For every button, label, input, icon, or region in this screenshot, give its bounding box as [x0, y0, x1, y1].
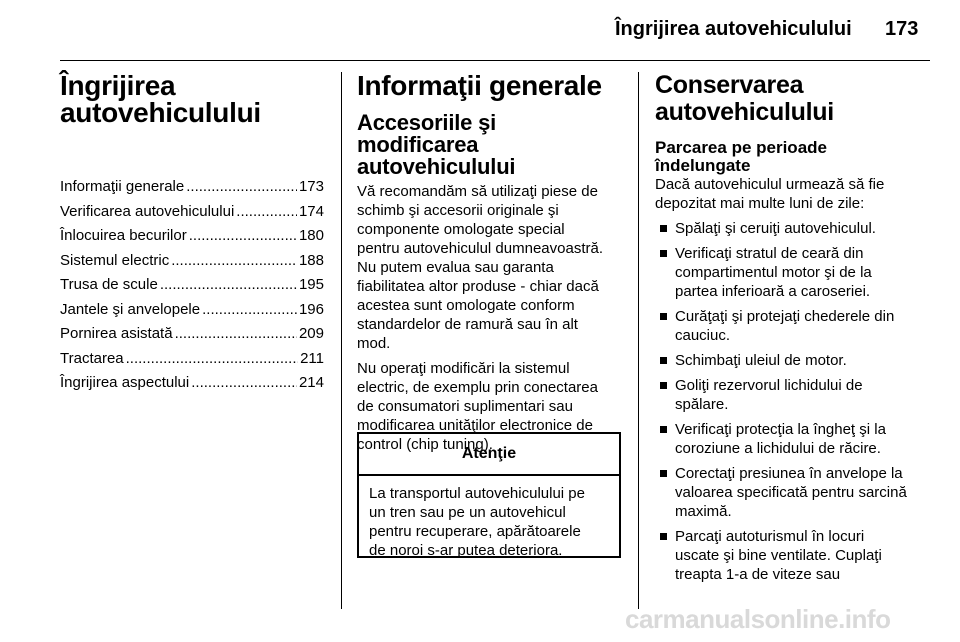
list-item — [655, 307, 925, 345]
toc-label: Trusa de scule — [60, 276, 158, 293]
toc-leader-dots — [171, 249, 297, 274]
text-line: mod. — [357, 335, 391, 352]
square-bullet-icon — [660, 357, 667, 364]
warning-text — [359, 476, 619, 560]
text-line: valoarea specificată pentru sarcină — [675, 484, 907, 501]
toc-entry[interactable] — [60, 175, 324, 200]
chapter-title — [60, 72, 324, 126]
column-divider-right — [638, 72, 639, 609]
text-line: Corectaţi presiunea în anvelope la — [675, 465, 903, 482]
toc-page: 180 — [298, 227, 324, 244]
toc-entry[interactable] — [60, 371, 324, 396]
text-line: La transportul autovehiculului pe — [369, 485, 585, 502]
text-line: Schimbaţi uleiul de motor. — [675, 352, 847, 369]
running-header-title: Îngrijirea autovehiculului — [615, 18, 852, 40]
text-line: cauciuc. — [675, 327, 731, 344]
toc-page: 211 — [300, 349, 324, 367]
text-line: componente omologate special — [357, 221, 565, 238]
text-line: de consumatori suplimentari sau — [357, 398, 573, 415]
text-line: Verificaţi protecţia la îngheţ şi la — [675, 421, 886, 438]
subsection-title-line: Accesoriile şi modificarea — [357, 110, 497, 157]
list-item — [655, 464, 925, 521]
toc-leader-dots — [186, 175, 297, 200]
toc-leader-dots — [202, 298, 297, 323]
list-item — [655, 527, 925, 584]
text-line: schimb şi accesorii originale şi — [357, 202, 559, 219]
toc-label: Pornirea asistată — [60, 325, 173, 342]
subsection-title — [655, 139, 925, 175]
toc-page: 214 — [298, 374, 324, 391]
text-line: treapta 1-a de viteze sau — [675, 566, 841, 583]
right-column — [655, 72, 925, 590]
toc-leader-dots — [175, 322, 297, 347]
toc-entry[interactable] — [60, 224, 324, 249]
toc-page: 188 — [298, 251, 324, 269]
text-line: pentru autovehiculul dumneavoastră. — [357, 240, 603, 257]
text-line: depozitat mai multe luni de zile: — [655, 195, 865, 212]
header-divider — [60, 60, 930, 61]
storage-checklist — [655, 219, 925, 584]
toc-entry[interactable] — [60, 322, 324, 347]
text-line: pentru recuperare, apărătoarele — [369, 523, 581, 540]
text-line: fiabilitatea altor produse - chiar dacă — [357, 278, 599, 295]
list-item — [655, 376, 925, 414]
square-bullet-icon — [660, 250, 667, 257]
square-bullet-icon — [660, 313, 667, 320]
text-line: Vă recomandăm să utilizaţi piese de — [357, 183, 598, 200]
toc-label: Tractarea — [60, 349, 124, 367]
paragraph-intro — [655, 175, 925, 213]
text-line: Curăţaţi şi protejaţi chederele din — [675, 308, 895, 325]
list-item — [655, 244, 925, 301]
chapter-title-line: autovehiculului — [60, 97, 261, 128]
text-line: Goliţi rezervorul lichidului de — [675, 377, 863, 394]
left-column — [60, 72, 324, 396]
square-bullet-icon — [660, 426, 667, 433]
toc-entry[interactable] — [60, 249, 324, 274]
text-line: control (chip tuning). — [357, 436, 493, 453]
text-line: maximă. — [675, 503, 732, 520]
subsection-title-line: Parcarea pe perioade — [655, 138, 827, 157]
toc-entry[interactable] — [60, 298, 324, 323]
text-line: coroziune a lichidului de răcire. — [675, 440, 881, 457]
toc-page: 174 — [298, 202, 324, 220]
text-line: Nu putem evalua sau garanta — [357, 259, 554, 276]
list-item — [655, 351, 925, 370]
toc-label: Informaţii generale — [60, 178, 185, 195]
toc-label: Îngrijirea aspectului — [60, 374, 190, 391]
square-bullet-icon — [660, 225, 667, 232]
toc-label: Jantele şi anvelopele — [60, 300, 201, 318]
square-bullet-icon — [660, 470, 667, 477]
list-item — [655, 420, 925, 458]
toc-leader-dots — [126, 347, 298, 372]
subsection-title-line: autovehiculului — [357, 154, 516, 179]
text-line: Spălaţi şi ceruiţi autovehiculul. — [675, 220, 876, 237]
paragraph-accessories — [357, 182, 621, 353]
toc-entry[interactable] — [60, 273, 324, 298]
text-line: de noroi s-ar putea deteriora. — [369, 542, 563, 559]
toc-page: 196 — [298, 300, 324, 318]
section-title — [655, 72, 925, 126]
text-line: un tren sau pe un autovehicul — [369, 504, 566, 521]
text-line: Dacă autovehiculul urmează să fie — [655, 176, 885, 193]
toc-leader-dots — [236, 200, 297, 225]
square-bullet-icon — [660, 533, 667, 540]
toc-label: Sistemul electric — [60, 251, 170, 269]
table-of-contents — [60, 175, 324, 396]
text-line: spălare. — [675, 396, 729, 413]
toc-entry[interactable] — [60, 347, 324, 372]
text-line: Nu operaţi modificări la sistemul — [357, 360, 570, 377]
section-title-line: autovehiculului — [655, 98, 834, 126]
warning-box — [357, 432, 621, 558]
section-title-line: Conservarea — [655, 71, 804, 99]
page-number: 173 — [885, 18, 919, 40]
chapter-title-line: Îngrijirea — [60, 70, 176, 101]
text-line: Verificaţi stratul de ceară din — [675, 245, 864, 262]
text-line: Parcaţi autoturismul în locuri — [675, 528, 865, 545]
toc-page: 195 — [298, 276, 324, 293]
middle-column — [357, 72, 621, 454]
toc-label: Înlocuirea becurilor — [60, 227, 187, 244]
text-line: modificarea unităţilor electronice de — [357, 417, 593, 434]
column-divider-left — [341, 72, 342, 609]
warning-title: Atenţie — [359, 434, 619, 476]
square-bullet-icon — [660, 382, 667, 389]
text-line: compartimentul motor şi de la — [675, 264, 872, 281]
toc-page: 173 — [298, 178, 324, 195]
text-line: uscate şi bine ventilate. Cuplaţi — [675, 547, 882, 564]
section-title: Informaţii generale — [357, 70, 602, 101]
subsection-title-line: îndelungate — [655, 156, 751, 175]
toc-leader-dots — [191, 371, 297, 396]
toc-page: 209 — [298, 325, 324, 342]
toc-entry[interactable] — [60, 200, 324, 225]
toc-label: Verificarea autovehiculului — [60, 202, 235, 220]
toc-leader-dots — [189, 224, 297, 249]
site-watermark: carmanualsonline.info — [625, 604, 891, 634]
list-item — [655, 219, 925, 238]
text-line: partea inferioară a caroseriei. — [675, 283, 871, 300]
text-line: standardelor de ramură sau în alt — [357, 316, 578, 333]
toc-leader-dots — [160, 273, 297, 298]
text-line: electric, de exemplu prin conectarea — [357, 379, 598, 396]
subsection-title — [357, 112, 621, 178]
text-line: acestea sunt omologate conform — [357, 297, 575, 314]
